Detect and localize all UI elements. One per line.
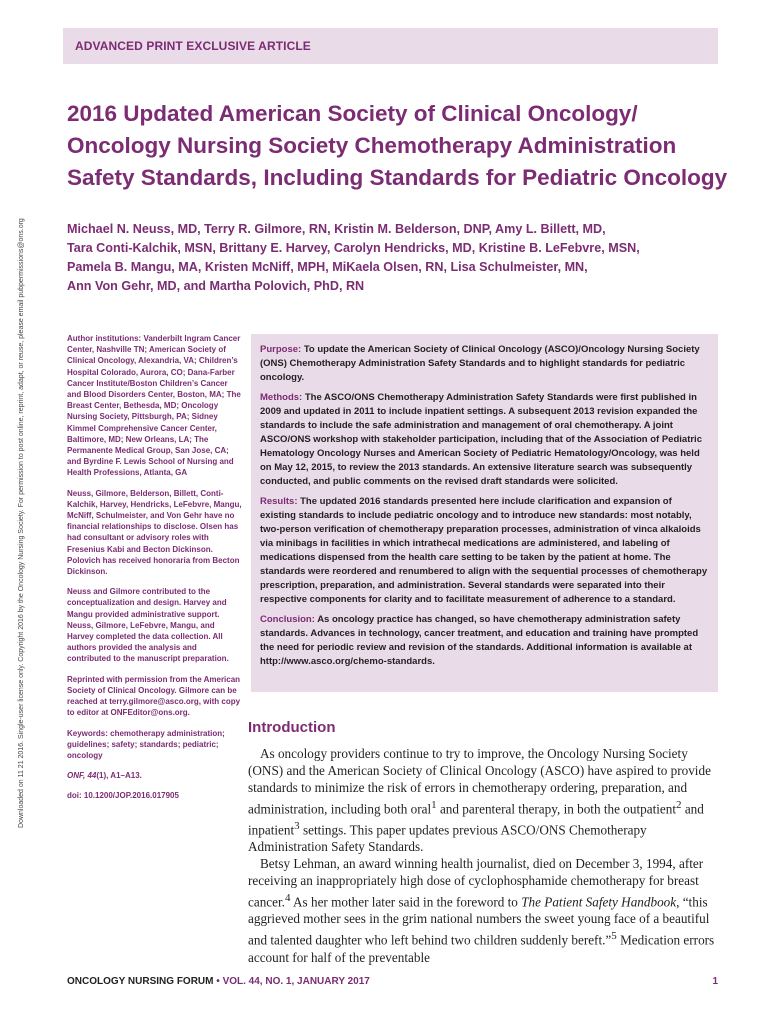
conclusion-label: Conclusion: xyxy=(260,614,315,625)
author-line: Ann Von Gehr, MD, and Martha Polovich, PhD, RN xyxy=(67,279,365,293)
citation-ref: 1 xyxy=(431,798,437,811)
citation-ref: 4 xyxy=(284,892,291,905)
body-text-run: Medication errors account for half of the preventable xyxy=(248,932,715,965)
author-info-sidebar xyxy=(67,333,243,811)
doi: doi: 10.1200/JOP.2016.017905 xyxy=(67,791,179,801)
purpose-label: Purpose: xyxy=(260,344,302,355)
article-title xyxy=(67,98,727,194)
keywords-text: chemotherapy administration; guidelines; safety; standards; pediatric; oncology xyxy=(67,728,225,760)
purpose-text: To update the American Society of Clinical Oncology (ASCO)/Oncology Nursing Society (ONS) Chemotherapy Administration Safety Standards and to highlight standards for pediatric oncology. xyxy=(260,344,700,383)
citation-ref: 2 xyxy=(676,798,682,811)
page-footer xyxy=(67,976,718,987)
author-contributions: Neuss and Gilmore contributed to the conceptualization and design. Harvey and Mangu provided administrative support. Neuss, Gilmore, LeFebvre, Mangu, and Harvey completed the data collection. All authors provided the analysis and contributed to the manuscript preparation. xyxy=(67,587,229,664)
title-line: Safety Standards, Including Standards for Pediatric Oncology xyxy=(67,165,728,190)
institutions-text: Vanderbilt Ingram Cancer Center, Nashville TN; American Society of Clinical Oncology, Alexandria, VA; Children’s Hospital Colorado, Aurora, CO; Dana-Farber Cancer Institute/Boston Children’s Cancer and Blood Disorders Center, Boston, MA; The Breast Center, Bethesda, MD; Oncology Nursing Society, Pittsburgh, PA; Sidney Kimmel Comprehensive Cancer Center, Baltimore, MD; New Orleans, LA; The Permanente Medical Group, San Jose, CA; and Byrdine F. Lewis School of Nursing and Health Professions, Atlanta, GA xyxy=(67,334,241,478)
title-line: 2016 Updated American Society of Clinical Oncology/ xyxy=(67,101,638,126)
author-line: Pamela B. Mangu, MA, Kristen McNiff, MPH, MiKaela Olsen, RN, Lisa Schulmeister, MN, xyxy=(67,260,588,274)
title-line: Oncology Nursing Society Chemotherapy Administration xyxy=(67,133,677,158)
citation xyxy=(67,770,243,781)
financial-disclosure: Neuss, Gilmore, Belderson, Billett, Conti-Kalchik, Harvey, Hendricks, LeFebvre, Mangu, McNiff, Schulmeister, and Von Gehr have no financial relationships to disclose. Olsen has had consultant or advisory roles with Fresenius Kabi and Becton Dickinson. Polovich has received honoraria from Becton Dickinson. xyxy=(67,488,242,577)
book-title: The Patient Safety Handbook xyxy=(521,894,677,910)
citation-volume: 44 xyxy=(87,771,97,781)
citation-ref: 5 xyxy=(611,930,617,943)
results-text: The updated 2016 standards presented here include clarification and expansion of existing standards to include pediatric oncology and to introduce new standards: most notably, two-person verification of chemotherapy preparation processes, administration of vinca alkaloids via minibags in facilities in which intrathecal medications are administered, and labeling of medications dispensed from the health care setting to be taken by the patient at home. The standards were reordered and renumbered to align with the sequential processes of chemotherapy prescription, preparation, and administration. Several standards were separated into their respective components for clarity and to facilitate measurement of adherence to a standard. xyxy=(260,496,708,605)
body-paragraph xyxy=(248,746,718,856)
keywords-label: Keywords: xyxy=(67,728,108,738)
institutions-label: Author institutions: xyxy=(67,334,142,343)
keywords xyxy=(67,728,243,762)
footer-volume: VOL. 44, NO. 1, JANUARY 2017 xyxy=(222,976,370,987)
results-label: Results: xyxy=(260,496,298,507)
reprint-note: Reprinted with permission from the American Society of Clinical Oncology. Gilmore can be reached at terry.gilmore@asco.org, with copy to editor at ONFEditor@ons.org. xyxy=(67,674,241,718)
article-type-banner xyxy=(63,28,718,64)
body-text-run: and inpatient xyxy=(248,801,704,838)
conclusion-text: As oncology practice has changed, so have chemotherapy administration safety standards. Advances in technology, cancer treatment, and education and training have prompted the need for periodic review and revision of the standards. Additional information is available at http://www.asco.org/chemo-standards. xyxy=(260,614,699,667)
introduction-body xyxy=(248,746,718,966)
page-number: 1 xyxy=(712,976,718,987)
abstract-panel xyxy=(251,334,718,692)
author-line: Tara Conti-Kalchik, MSN, Brittany E. Harvey, Carolyn Hendricks, MD, Kristine B. LeFebvre, MSN, xyxy=(67,241,640,255)
methods-label: Methods: xyxy=(260,392,303,403)
body-text-run: As her mother later said in the foreword to xyxy=(290,894,522,910)
body-text-run: and parenteral therapy, in both the outpatient xyxy=(436,801,677,817)
author-line: Michael N. Neuss, MD, Terry R. Gilmore, RN, Kristin M. Belderson, DNP, Amy L. Billett, MD, xyxy=(67,222,606,236)
citation-rest: (1), A1–A13. xyxy=(96,771,142,781)
methods-text: The ASCO/ONS Chemotherapy Administration Safety Standards were first published in 2009 and updated in 2011 to include inpatient settings. A subsequent 2013 revision expanded the standards to include the safe administration and management of oral chemotherapy. A joint ASCO/ONS workshop with stakeholder participation, including that of the Association of Pediatric Hematology Oncology Nurses and American Society of Pediatric Hematology/Oncology, was held on May 12, 2015, to review the 2013 standards. An extensive literature search was subsequently conducted, and public comments on the revised draft standards were solicited. xyxy=(260,392,702,487)
citation-ref: 3 xyxy=(294,820,300,833)
abstract-purpose xyxy=(260,343,709,385)
article-type-label: ADVANCED PRINT EXCLUSIVE ARTICLE xyxy=(75,39,311,53)
footer-journal: ONCOLOGY NURSING FORUM xyxy=(67,976,214,987)
body-text-run: Betsy Lehman, an award winning health journalist, died on December 3, 1994, after receiving an inappropriately high dose of cyclophosphamide chemotherapy for breast cancer. xyxy=(248,856,704,910)
body-paragraph xyxy=(248,856,718,966)
abstract-conclusion xyxy=(260,613,709,669)
body-text-run: , “this aggrieved mother sees in the grim national numbers the sweet young face of a beautiful and talented daughter who left behind two children suddenly bereft.” xyxy=(248,894,710,948)
author-list xyxy=(67,220,727,296)
body-text-run: settings. This paper updates previous ASCO/ONS Chemotherapy Administration Safety Standards. xyxy=(248,822,647,855)
introduction-heading: Introduction xyxy=(248,719,336,736)
footer-bullet: • xyxy=(216,976,220,987)
body-text-run: As oncology providers continue to try to improve, the Oncology Nursing Society (ONS) and the American Society of Clinical Oncology (ASCO) have aspired to provide standards to minimize the risk of errors in chemotherapy ordering, preparation, and administration, including both oral xyxy=(248,746,711,817)
citation-journal: ONF, xyxy=(67,771,86,781)
download-license-note: Downloaded on 11 21 2016. Single-user license only. Copyright 2016 by the Oncology Nursing Society. For permission to post online, reprint, adapt, or reuse, please email pubpermissions@ons.org xyxy=(18,218,25,828)
author-institutions xyxy=(67,333,243,479)
abstract-results xyxy=(260,495,709,607)
abstract-methods xyxy=(260,391,709,489)
